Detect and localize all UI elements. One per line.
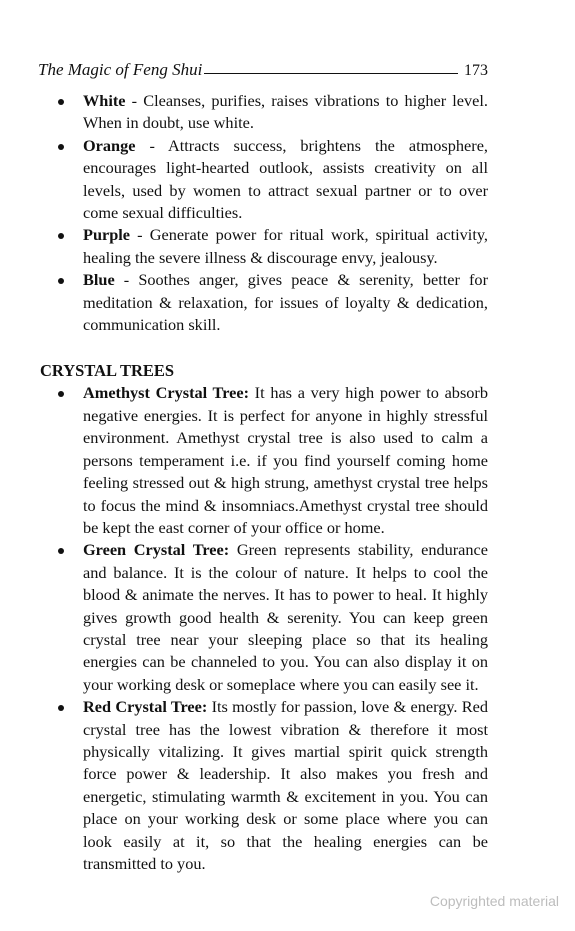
running-title: The Magic of Feng Shui: [38, 60, 203, 79]
list-item-red-tree: [38, 696, 488, 875]
list-item-orange: [38, 135, 488, 225]
bullet-icon: [58, 705, 64, 711]
item-text: - Attracts success, brightens the atmosphere, encourages light-hearted outlook, assists creativity on all levels, used by women to attract sexual partner or to over come sexual difficulties.: [83, 135, 488, 223]
item-term: Purple: [83, 225, 131, 245]
item-term: Red Crystal Tree:: [83, 697, 208, 717]
item-text: - Cleanses, purifies, raises vibrations to higher level. When in doubt, use white.: [83, 91, 488, 133]
crystal-tree-list: [38, 382, 488, 875]
item-text: - Generate power for ritual work, spiritual activity, healing the severe illness & discourage envy, jealousy.: [83, 225, 488, 267]
color-list: [38, 90, 488, 336]
bullet-icon: [58, 278, 64, 284]
item-term: Blue: [83, 270, 115, 290]
item-term: White: [83, 91, 126, 110]
bullet-icon: [58, 233, 64, 239]
page-header: [38, 56, 488, 80]
item-text: Green represents stability, endurance and balance. It is the colour of nature. It helps to cool the blood & animate the nerves. It has to power to heal. It highly gives growth good health & serenity. You can keep green crystal tree near your sleeping place so that its healing energies can be channeled to you. You can also display it on your working desk or someplace where you can easily see it.: [83, 540, 488, 694]
section-heading: CRYSTAL TREES: [40, 361, 175, 381]
bullet-icon: [58, 548, 64, 554]
bullet-icon: [58, 391, 64, 397]
item-term: Green Crystal Tree:: [83, 540, 230, 560]
item-text: - Soothes anger, gives peace & serenity, better for meditation & relaxation, for issues of loyalty & dedication, communication skill.: [83, 270, 488, 335]
bullet-icon: [58, 144, 64, 150]
bullet-icon: [58, 99, 64, 105]
page-number: 173: [464, 62, 488, 79]
list-item-amethyst-tree: [38, 382, 488, 539]
header-rule: [204, 73, 458, 74]
copyright-watermark: Copyrighted material: [429, 893, 559, 909]
list-item-purple: [38, 224, 488, 269]
item-term: Amethyst Crystal Tree:: [83, 383, 249, 403]
item-term: Orange: [83, 135, 136, 155]
list-item-white: [38, 90, 488, 135]
page-body: [38, 90, 488, 875]
item-text: Its mostly for passion, love & energy. Red crystal tree has the lowest vibration & therefore it most physically vitalizing. It gives martial spirit quick strength force power & leadership. It also makes you fresh and energetic, stimulating warmth & excitement in you. You can place on your working desk or some place where you can look easily at it, so that the healing energies can be transmitted to you.: [83, 697, 488, 873]
list-item-blue: [38, 269, 488, 336]
item-text: It has a very high power to absorb negative energies. It is perfect for anyone in highly stressful environment. Amethyst crystal tree is also used to calm a persons temperament i.e. if you find yourself coming home feeling stressed out & high strung, amethyst crystal tree helps to focus the mind & insomniacs.Amethyst crystal tree should be kept the east corner of your office or home.: [83, 383, 488, 537]
list-item-green-tree: [38, 539, 488, 696]
